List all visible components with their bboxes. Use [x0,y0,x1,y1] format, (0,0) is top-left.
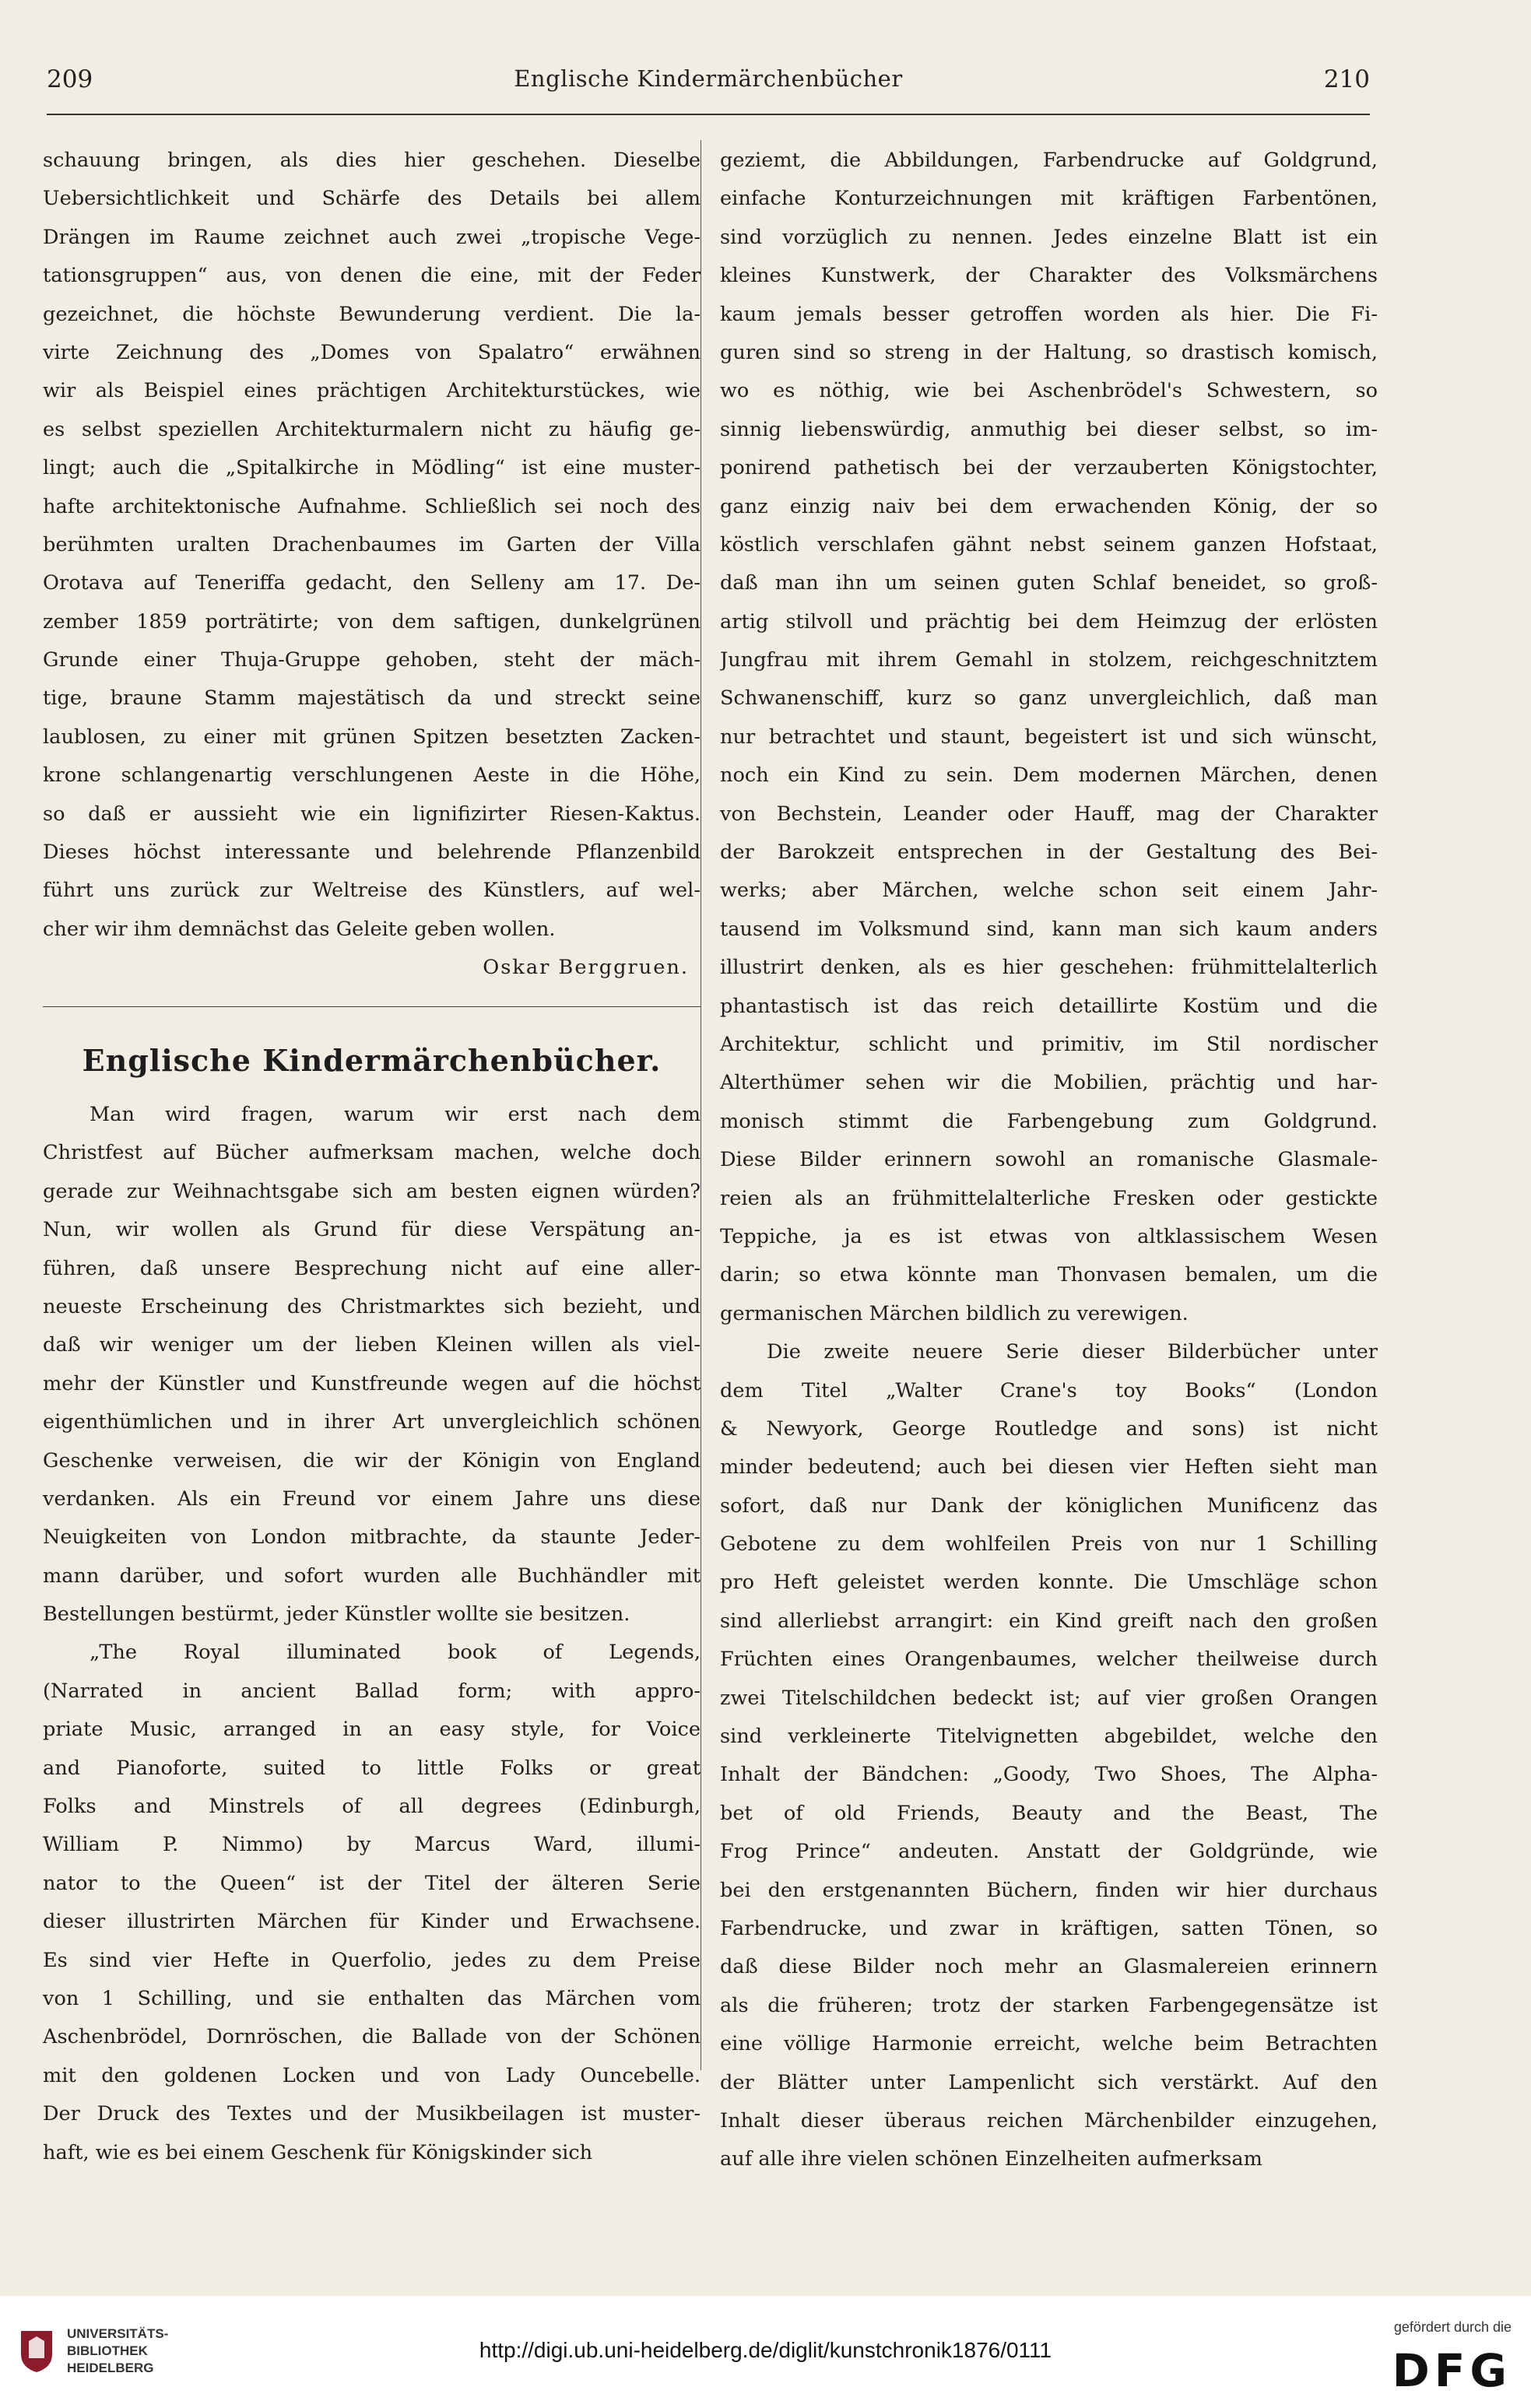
text-line: mit den goldenen Locken und von Lady Ouncebelle. [43,2063,701,2087]
text-line: Geschenke verweisen, die wir der Königin von England [43,1448,701,1473]
text-line: der Barokzeit entsprechen in der Gestaltung des Bei- [720,841,1378,865]
text-line: & Newyork, George Routledge and sons) ist nicht [720,1416,1378,1441]
text-line: and Pianoforte, suited to little Folks or great [43,1756,701,1780]
text-line: Grunde einer Thuja-Gruppe gehoben, steht der mäch- [43,648,701,672]
text-line: zwei Titelschildchen bedeckt ist; auf vier großen Orangen [720,1686,1378,1710]
text-line: ganz einzig naiv bei dem erwachenden König, der so [720,494,1378,518]
royal-legends-paragraph [43,1634,701,2171]
text-line: geziemt, die Abbildungen, Farbendrucke auf Goldgrund, [720,149,1378,172]
text-line: gerade zur Weihnachtsgabe sich am besten eignen würden? [43,1179,701,1203]
text-line: pro Heft geleistet werden konnte. Die Umschläge schon [720,1571,1378,1595]
walter-crane-paragraph [720,1333,1378,2179]
text-line: illustrirt denken, als es hier geschehen: frühmittelalterlich [720,956,1378,980]
text-line: mann darüber, und sofort wurden alle Buchhändler mit [43,1564,701,1588]
text-line: Teppiche, ja es ist etwas von altklassischem Wesen [720,1224,1378,1248]
text-line: phantastisch ist das reich detaillirte Kostüm und die [720,994,1378,1018]
text-line: sofort, daß nur Dank der königlichen Munificenz das [720,1494,1378,1518]
left-column [43,142,701,2172]
text-line: wir als Beispiel eines prächtigen Architekturstückes, wie [43,379,701,403]
text-line: guren sind so streng in der Haltung, so drastisch komisch, [720,340,1378,364]
text-line: Bestellungen bestürmt, jeder Künstler wollte sie besitzen. [43,1602,630,1627]
text-line: dieser illustrirten Märchen für Kinder und Erwachsene. [43,1910,701,1934]
text-line: nator to the Queen“ ist der Titel der älteren Serie [43,1871,701,1895]
text-line: Inhalt dieser überaus reichen Märchenbilder einzugehen, [720,2108,1378,2132]
text-line: noch ein Kind zu sein. Dem modernen Märchen, denen [720,763,1378,788]
text-line: verdanken. Als ein Freund vor einem Jahre uns diese [43,1487,701,1511]
text-line: Farbendrucke, und zwar in kräftigen, satten Tönen, so [720,1916,1378,1940]
text-line: tige, braune Stamm majestätisch da und streckt seine [43,686,701,711]
text-line: Gebotene zu dem wohlfeilen Preis von nur 1 Schilling [720,1532,1378,1557]
text-line: köstlich verschlafen gähnt nebst seinem ganzen Hofstaat, [720,532,1378,556]
text-line: Man wird fragen, warum wir erst nach dem [90,1102,701,1126]
digitization-footer [0,2296,1531,2408]
text-line: haft, wie es bei einem Geschenk für Königskinder sich [43,2140,593,2164]
text-line: laublosen, zu einer mit grünen Spitzen besetzten Zacken- [43,725,701,749]
text-line: Alterthümer sehen wir die Mobilien, prächtig und har- [720,1071,1378,1095]
text-line: bet of old Friends, Beauty and the Beast, The [720,1801,1378,1825]
text-line: tationsgruppen“ aus, von denen die eine, mit der Feder [43,264,701,288]
article-end-paragraph [43,142,701,949]
text-line: Architektur, schlicht und primitiv, im Stil nordischer [720,1032,1378,1056]
header-rule [47,114,1370,115]
text-line: Es sind vier Hefte in Querfolio, jedes zu dem Preise [43,1948,701,1972]
text-line: zember 1859 porträtirte; von dem saftigen, dunkelgrünen [43,609,701,634]
running-title: Englische Kindermärchenbücher [514,65,903,92]
text-line: kaum jemals besser getroffen worden als hier. Die Fi- [720,302,1378,326]
text-line: der Blätter unter Lampenlicht sich verstärkt. Auf den [720,2070,1378,2094]
text-line: sind verkleinerte Titelvignetten abgebildet, welche den [720,1725,1378,1749]
text-line: priate Music, arranged in an easy style, for Voice [43,1718,701,1742]
text-line: artig stilvoll und prächtig bei dem Heimzug der erlösten [720,609,1378,634]
text-line: werks; aber Märchen, welche schon seit einem Jahr- [720,879,1378,903]
text-line: sind vorzüglich zu nennen. Jedes einzelne Blatt ist ein [720,225,1378,249]
text-line: krone schlangenartig verschlungenen Aeste in die Höhe, [43,763,701,788]
text-line: von 1 Schilling, und sie enthalten das Märchen vom [43,1986,701,2010]
text-line: dem Titel „Walter Crane's toy Books“ (London [720,1378,1378,1402]
text-line: lingt; auch die „Spitalkirche in Mödling“ ist eine muster- [43,456,701,480]
text-line: wo es nöthig, wie bei Aschenbrödel's Schwestern, so [720,379,1378,403]
text-line: sinnig liebenswürdig, anmuthig bei dieser selbst, so im- [720,417,1378,441]
text-line: daß wir weniger um der lieben Kleinen willen als viel- [43,1333,701,1357]
right-column [720,142,1378,2179]
page-number-right: 210 [1323,65,1370,93]
text-line: Früchten eines Orangenbaumes, welcher theilweise durch [720,1648,1378,1672]
text-line: Nun, wir wollen als Grund für diese Verspätung an- [43,1218,701,1242]
text-line: Orotava auf Teneriffa gedacht, den Selleny am 17. De- [43,571,701,595]
source-url-link[interactable]: http://digi.ub.uni-heidelberg.de/diglit/kunstchronik1876/0111 [479,2338,1052,2362]
section-title: Englische Kindermärchenbücher. [82,1042,662,1078]
text-line: gezeichnet, die höchste Bewunderung verdient. Die la- [43,302,701,326]
text-line: Frog Prince“ andeuten. Anstatt der Goldgründe, wie [720,1840,1378,1864]
text-line: einfache Konturzeichnungen mit kräftigen Farbentönen, [720,187,1378,211]
author-signature: Oskar Berggruen. [483,956,689,980]
text-line: schauung bringen, als dies hier geschehen. Dieselbe [43,149,701,172]
text-line: Inhalt der Bändchen: „Goody, Two Shoes, The Alpha- [720,1763,1378,1787]
text-line: mehr der Künstler und Kunstfreunde wegen auf die höchst [43,1371,701,1395]
text-line: Jungfrau mit ihrem Gemahl in stolzem, reichgeschnitztem [720,648,1378,672]
section-divider [43,988,701,1026]
illustrations-paragraph [720,142,1378,1333]
text-line: germanischen Märchen bildlich zu verewigen. [720,1301,1189,1325]
dfg-logo: DFG [1392,2344,1512,2397]
text-line: führen, daß unsere Besprechung nicht auf eine aller- [43,1256,701,1280]
text-line: daß diese Bilder noch mehr an Glasmalereien erinnern [720,1955,1378,1979]
text-line: virte Zeichnung des „Domes von Spalatro“ erwähnen [43,340,701,364]
text-line: tausend im Volksmund sind, kann man sich kaum anders [720,917,1378,941]
text-line: reien als an frühmittelalterliche Fresken oder gestickte [720,1186,1378,1210]
text-line: darin; so etwa könnte man Thonvasen bemalen, um die [720,1263,1378,1287]
text-line: (Narrated in ancient Ballad form; with appro- [43,1679,701,1703]
text-line: neueste Erscheinung des Christmarktes sich bezieht, und [43,1294,701,1318]
text-line: Folks and Minstrels of all degrees (Edinburgh, [43,1795,701,1819]
page-header [47,65,1370,112]
text-line: monisch stimmt die Farbengebung zum Goldgrund. [720,1109,1378,1133]
text-line: „The Royal illuminated book of Legends, [90,1641,701,1665]
text-line: daß man ihn um seinen guten Schlaf beneidet, so groß- [720,571,1378,595]
text-line: Dieses höchst interessante und belehrende Pflanzenbild [43,841,701,865]
text-line: ponirend pathetisch bei der verzauberten Königstochter, [720,456,1378,480]
text-line: kleines Kunstwerk, der Charakter des Volksmärchens [720,264,1378,288]
text-line: Schwanenschiff, kurz so ganz unvergleichlich, daß man [720,686,1378,711]
text-line: Der Druck des Textes und der Musikbeilagen ist muster- [43,2102,701,2126]
text-line: bei den erstgenannten Büchern, finden wir hier durchaus [720,1878,1378,1902]
text-line: von Bechstein, Leander oder Hauff, mag der Charakter [720,802,1378,826]
text-line: minder bedeutend; auch bei diesen vier Heften sieht man [720,1455,1378,1480]
text-line: Neuigkeiten von London mitbrachte, da staunte Jeder- [43,1525,701,1550]
text-line: Drängen im Raume zeichnet auch zwei „tropische Vege- [43,225,701,249]
text-line: William P. Nimmo) by Marcus Ward, illumi- [43,1833,701,1857]
text-line: eine völlige Harmonie erreicht, welche beim Betrachten [720,2032,1378,2056]
funding-note: gefördert durch die [1393,2319,1512,2335]
text-line: Christfest auf Bücher aufmerksam machen, welche doch [43,1141,701,1165]
text-line: cher wir ihm demnächst das Geleite geben wollen. [43,917,556,941]
text-line: Die zweite neuere Serie dieser Bilderbücher unter [767,1340,1378,1364]
text-line: eigenthümlichen und in ihrer Art unvergleichlich schönen [43,1410,701,1434]
text-line: nur betrachtet und staunt, begeistert ist und sich wünscht, [720,725,1378,749]
text-line: als die früheren; trotz der starken Farbengegensätze ist [720,1993,1378,2017]
institution-name: UNIVERSITÄTS- BIBLIOTHEK HEIDELBERG [67,2326,169,2375]
text-line: Aschenbrödel, Dornröschen, die Ballade von der Schönen [43,2025,701,2049]
text-line: hafte architektonische Aufnahme. Schließlich sei noch des [43,494,701,518]
intro-paragraph [43,1096,701,1634]
page-number-left: 209 [47,65,93,93]
text-line: berühmten uralten Drachenbaumes im Garten der Villa [43,532,701,556]
text-line: Diese Bilder erinnern sowohl an romanische Glasmale- [720,1148,1378,1172]
text-line: so daß er aussieht wie ein lignifizirter Riesen-Kaktus. [43,802,701,826]
text-line: sind allerliebst arrangirt: ein Kind greift nach den großen [720,1609,1378,1633]
text-line: Uebersichtlichkeit und Schärfe des Details bei allem [43,187,701,211]
text-line: auf alle ihre vielen schönen Einzelheiten aufmerksam [720,2147,1262,2171]
text-line: führt uns zurück zur Weltreise des Künstlers, auf wel- [43,879,701,903]
text-line: es selbst speziellen Architekturmalern nicht zu häufig ge- [43,417,701,441]
